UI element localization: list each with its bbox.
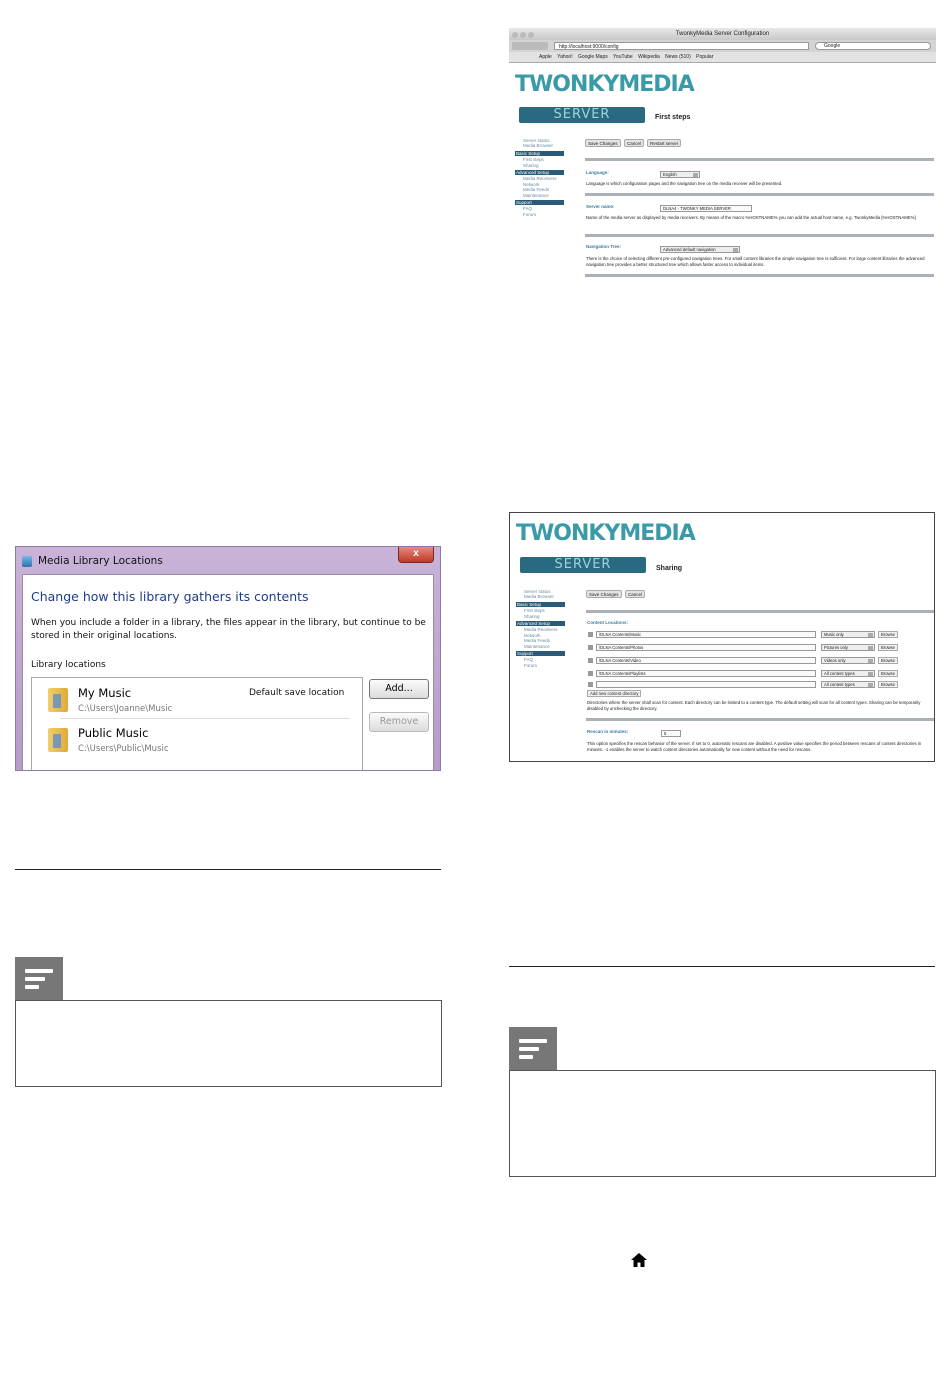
bookmarks-bar [509,52,936,63]
server-logo-bar: SERVER [519,107,645,123]
location-path: C:\Users\Joanne\Music [78,704,173,714]
sidebar-item-faq[interactable]: FAQ [524,657,534,663]
sidebar-item-maintenance[interactable]: Maintenance [523,192,549,198]
note-box [509,1070,936,1177]
location-name: Public Music [78,726,149,740]
media-library-locations-dialog [15,546,441,771]
content-locations-label: Content Locations: [587,620,628,625]
cancel-button[interactable]: Cancel [624,139,644,147]
sidebar-nav [516,589,568,668]
save-changes-button[interactable]: Save Changes [586,590,622,598]
section-bar [585,193,934,196]
server-name-input[interactable]: DLNA4 - TWONKY MEDIA SERVER [660,205,752,212]
note-icon [25,969,53,989]
section-bar [586,718,935,721]
browse-button[interactable]: Browse [878,644,898,651]
section-divider [509,966,935,967]
twonkymedia-logo: TWONKYMEDIA [516,521,695,546]
sidebar-item-media-feeds[interactable]: Media Feeds [524,638,551,644]
search-field[interactable]: Google [815,42,931,50]
content-type-select[interactable]: Pictures only [821,644,875,651]
server-logo-bar: SERVER [520,557,646,573]
library-locations-list[interactable] [31,677,363,771]
restart-server-button[interactable]: Restart server [647,139,681,147]
bookmark-popular[interactable]: Popular [696,54,714,60]
share-checkbox[interactable] [588,658,593,663]
note-tab [509,1027,557,1071]
content-path-input[interactable]: /DLNA Contents/Playlists [596,670,816,677]
sidebar-item-media-browser[interactable]: Media Browser [523,143,554,149]
navigation-tree-description: There is the choice of selecting different pre-configured navigation trees. For small content libraries the simple navigation tree is sufficient. For large content libraries the advanced navigation tree provides a better structured tree which allows faster access to individual items. [586,256,925,267]
close-button[interactable]: x [398,547,434,563]
rescan-label: Rescan in minutes: [587,729,629,734]
bookmark-youtube[interactable]: YouTube [613,54,633,60]
add-content-directory-button[interactable]: Add new content directory [587,690,641,697]
share-checkbox[interactable] [588,645,593,650]
sidebar-header-basic-setup: Basic Setup [516,602,565,607]
note-box [15,1000,442,1087]
sidebar-header-advanced-setup: Advanced Setup [516,621,565,626]
cancel-button[interactable]: Cancel [625,590,645,598]
sidebar-item-forum[interactable]: Forum [523,211,537,217]
bookmark-google-maps[interactable]: Google Maps [577,54,608,60]
rescan-description: This option specifies the rescan behavior of the server. If set to 0, automatic rescans are disabled. A positive value specifies the period between rescans of content directories in minutes. -1 enables the server to watch content directories automatically for new content without the need for rescans. [587,741,922,752]
content-type-select[interactable]: Videos only [821,657,875,664]
sidebar-item-media-browser[interactable]: Media Browser [524,594,555,600]
bookmark-wikipedia[interactable]: Wikipedia [638,54,660,60]
content-path-input[interactable]: /DLNA Contents/Video [596,657,816,664]
bookmark-news[interactable]: News (510) [665,54,691,60]
navigation-tree-label: Navigation Tree: [586,244,622,249]
sidebar-item-forum[interactable]: Forum [524,662,538,668]
page-title: First steps [655,114,691,121]
share-checkbox[interactable] [588,632,593,637]
note-tab [15,957,63,1001]
sidebar-item-sharing[interactable]: Sharing [524,613,540,619]
content-path-input[interactable] [596,681,816,688]
sidebar-item-network[interactable]: Network [524,632,541,638]
sidebar-header-support: Support [515,200,564,205]
content-type-select[interactable]: Music only [821,631,875,638]
home-icon [630,1252,648,1268]
sidebar-item-server-status[interactable]: Server status [524,589,551,594]
add-button[interactable]: Add... [369,679,429,699]
address-bar[interactable]: http://localhost:9000/config [554,42,809,50]
sidebar-item-first-steps[interactable]: First steps [524,608,545,614]
share-checkbox[interactable] [588,682,593,687]
browse-button[interactable]: Browse [878,681,898,688]
dialog-heading: Change how this library gathers its contents [31,589,309,604]
section-bar [585,234,934,237]
browse-button[interactable]: Browse [878,631,898,638]
library-app-icon [22,556,32,567]
browser-window-title: TwonkyMedia Server Configuration [675,31,770,37]
navigation-tree-select[interactable]: Advanced default navigation [660,246,740,253]
content-type-select[interactable]: All content types [821,681,875,688]
library-locations-label: Library locations [31,660,106,670]
remove-button[interactable]: Remove [369,712,429,732]
section-divider [15,869,441,870]
section-bar [586,610,935,613]
sidebar-header-advanced-setup: Advanced Setup [515,170,564,175]
folder-icon [48,728,68,752]
back-forward-buttons[interactable] [512,42,548,50]
twonkymedia-logo: TWONKYMEDIA [515,72,694,97]
section-bar [585,158,934,161]
sidebar-item-network[interactable]: Network [523,181,540,187]
note-icon [519,1039,547,1059]
content-path-input[interactable]: /DLNA Contents/Music [596,631,816,638]
browse-button[interactable]: Browse [878,657,898,664]
language-select[interactable]: English [660,171,700,178]
sidebar-header-basic-setup: Basic Setup [515,151,564,156]
list-item[interactable] [44,684,364,722]
sidebar-item-media-feeds[interactable]: Media Feeds [523,187,550,193]
sidebar-item-sharing[interactable]: Sharing [523,162,539,168]
sidebar-item-media-receivers[interactable]: Media Receivers [524,627,558,633]
page-title: Sharing [656,565,683,572]
save-changes-button[interactable]: Save Changes [585,139,621,147]
bookmark-yahoo[interactable]: Yahoo! [557,54,573,60]
list-divider [60,718,350,719]
sidebar-header-support: Support [516,651,565,656]
sidebar-item-media-receivers[interactable]: Media Receivers [523,176,557,182]
sidebar-item-server-status[interactable]: Server status [523,138,550,143]
browse-button[interactable]: Browse [878,670,898,677]
dialog-body [22,574,434,770]
location-path: C:\Users\Public\Music [78,744,169,754]
folder-icon [48,688,68,712]
twonky-first-steps-screenshot [509,28,936,283]
language-label: Language: [586,170,609,175]
sidebar-item-faq[interactable]: FAQ [523,206,533,212]
sidebar-item-first-steps[interactable]: First steps [523,157,544,163]
share-checkbox[interactable] [588,671,593,676]
twonky-sharing-screenshot [509,512,935,762]
language-description: Language is which configuration pages and the navigation tree on the media receiver will be presented. [586,181,783,186]
default-save-location-label: Default save location [249,688,345,698]
location-name: My Music [78,686,132,700]
sidebar-item-maintenance[interactable]: Maintenance [524,643,550,649]
bookmark-apple[interactable]: Apple [539,54,552,60]
list-item[interactable] [44,724,364,762]
dialog-title: Media Library Locations [38,555,163,567]
content-locations-description: Directories where the server shall scan for content. Each directory can be limited to a content type. The default setting will scan for all content types. Sharing can be temporarily disabled by unchecking the directory. [587,700,921,711]
content-type-select[interactable]: All content types [821,670,875,677]
server-name-description: Name of the media server as displayed by media receivers. By means of the macro %HOSTNAME% you can add the actual host name, e.g. TwonkyMedia [%HOSTNAME%] [586,215,916,220]
rescan-minutes-input[interactable]: 5 [661,730,681,737]
server-name-label: Server name: [586,204,615,209]
sidebar-nav [515,138,567,217]
dialog-description: When you include a folder in a library, the files appear in the library, but continue to be stored in their original locations. [31,618,426,641]
content-path-input[interactable]: /DLNA Contents/Photos [596,644,816,651]
section-bar [585,274,934,277]
